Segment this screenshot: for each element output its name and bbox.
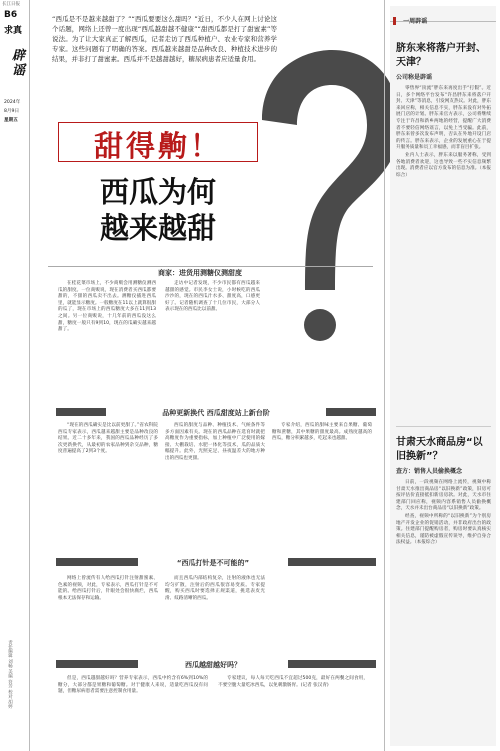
question-mark-graphic [252,50,402,450]
sidebar-item2-body: 日前，一段视频在网络上流传，视频中称甘肃天水推出商品房“以旧换新”政策，旧房可按评估价直接抵扣新房房款。对此，天水市住建部门回应称，视频内容系销售人员偷换概念，天水并未出台商品房“以旧换新”政策。 经查，视频中所称的“以旧换新”为个别房地产开发企业的促销活动，并非政府出台的政策。住建部门提醒购房者，购房时要认真核实相关信息，谨防被虚假宣传误导，维护自身合法权益。（本报综合） [396,480,491,546]
section3-bar-left [56,558,138,566]
section3-bar-right [288,558,376,566]
section2-bar-left [56,408,106,416]
sidebar-divider [384,0,385,751]
question-mark-dot [304,309,336,341]
masthead [0,0,30,751]
sidebar-item-rule [396,426,491,427]
sidebar-item2-title: 甘肃天水商品房“以旧换新”？ [396,437,483,462]
intro-text: “西瓜是不是越来越甜了？”“西瓜要要这么甜吗？”近日，不少人在网上讨论这个话题，网络上还曾一度出现“西瓜越甜越不健康”“甜西瓜都是打了甜蜜素”等说法。为了让大家真正了解西瓜，记者走访了西瓜种植户、农业专家和营养学专家。这些问题有了明确的答案。西瓜越来越甜是品种改良、种植技术进步的结果，并非打了甜蜜素。西瓜并不是越甜越好，糖尿病患者应适量食用。 [52,15,277,63]
headline-main [100,174,300,246]
section1-subhead: 商家：进货用测糖仪测甜度 [158,269,242,277]
section4-bar-right [288,660,376,668]
section4-text-col2: 专家建议，每人每天吃西瓜不宜超过500克，最好在两餐之间食用，不要空腹大量吃冰西瓜，以免刺激肠胃。(记者 张汉青) [218,676,368,688]
section4-bar-left [56,660,138,668]
headline-line-2: 越来越甜 [100,211,217,245]
section3-text-col2: 而且西瓜内部结构复杂，注射的液体也无法均匀扩散，注射后的西瓜很容易变质。专家提醒，购买西瓜时要选择正规渠道，挑选表皮光滑、纹路清晰的西瓜。 [165,576,265,601]
section2-subhead: 品种更新换代 西瓜甜度站上新台阶 [162,409,270,417]
sidebar-tag-label: 一周辟谣 [403,18,428,25]
sidebar-item1-body: 零售界“顶流”胖东来再度出手“打假”。近日，多个网络平台发布“许昌胖东来将落户开封、天津”等消息，引发网友热议。对此，胖东来回应称，相关信息不实，胖东来没有对外拓展门店的计划。胖东来官方表示，公司将继续专注于许昌和新乡两地的经营，提醒广大消费者不要轻信网络谣言，以免上当受骗。此前，胖东来曾多次发布声明，否认在外地开设门店的传言。胖东来表示，企业的发展重心在于提升服务质量和员工幸福感，而非盲目扩张。 业内人士表示，胖东来以服务著称，受到各地消费者欢迎，这也导致一些不实信息频繁出现。消费者应以官方发布的信息为准。（本报综合） [396,86,491,178]
section2-bar-right [326,408,376,416]
section4-text-col1: 但是，西瓜越甜越好吗？营养专家表示，西瓜中约含有6%到10%的糖分，大部分都是果糖和葡萄糖。对于健康人来说，适量吃西瓜没有问题，但糖尿病患者需要注意控制食用量。 [58,676,208,695]
issue-date: 8月9日 [4,109,20,114]
section-tag-b: 辟谣 [9,48,24,78]
sidebar-item1-title: 脐东来将落户开封、天津？ [396,43,486,68]
section3-subhead: “西瓜打针是不可能的” [176,559,250,567]
paper-name: 长江日报 [2,2,20,7]
section3-text-col1: 网络上曾流传有人给西瓜打针注射甜蜜素、色素的视频，对此，专家表示，西瓜打针是不可能的。给西瓜打针后，针眼处会很快腐烂，西瓜根本无法保存和运输。 [58,576,158,601]
section2-text-col2: 西瓜的甜度与品种、种植技术、气候条件等多方面因素有关。现在的西瓜品种在选育时就把高糖度作为重要指标，加上种植中广泛使用的嫁接、大棚栽培、水肥一体化等技术，瓜的品质大幅提升。此外，光照充足、昼夜温差大的地方种出的西瓜也更甜。 [165,423,265,461]
sidebar-tag [390,10,496,25]
section1-text-right: 走访中记者发现，不少市民都有西瓜越来越甜的感觉。市民李女士说，小时候吃的西瓜沙沙的，现在的西瓜汁水多、甜度高，口感更好了。记者随机调查了十几位市民，大部分人表示现在的西瓜比以前甜。 [165,281,260,313]
sidebar-item2-sub: 查方：销售人员偷换概念 [396,468,463,475]
issue-weekday: 星期五 [4,118,18,123]
issue-year: 2024年 [4,100,21,105]
section-tag-a: 求真 [4,26,23,36]
section4-subhead: 西瓜越甜越好吗？ [185,661,241,669]
section2-text-col3: 专家介绍，西瓜的甜味主要来自果糖、葡萄糖和蔗糖，其中果糖的甜度最高。成熟度越高的西瓜，糖分积累越多，吃起来也越甜。 [272,423,372,442]
question-mark-hook [262,50,400,290]
page-number: B6 [4,10,18,20]
masthead-divider [29,0,30,751]
editor-credits: 责任编辑 刘畅 美编 符芳 校对 胡婷 [7,640,13,709]
section1-rule [48,266,373,267]
headline-kicker-box [58,122,258,162]
headline-kicker: 甜得齁！ [93,129,222,163]
section2-text-col1: “现在的西瓜确实是比以前更甜了。”省农科院西瓜专家表示，西瓜越来越甜主要是品种改良的结果。近二十多年来，我国的西瓜品种经历了多次更新换代，从最初的农家品种到杂交品种，糖度普遍提高了2到3个度。 [58,423,158,455]
headline-line-1: 西瓜为何 [100,175,217,209]
section1-text-left: 在桂花菜市场上，不少商贩会用测糖仪测西瓜的甜度。一位商贩说，现在消费者买西瓜都要甜的，不甜的西瓜卖不出去。测糖仪插进西瓜里，就能显示糖度。一般糖度在11以上就算很甜的瓜了，现在市场上的西瓜糖度大多在11到13之间。另一位商贩说，十几年前的西瓜没这么甜，糖度一般只有9到10，现在的瓜确实越来越甜了。 [58,281,156,333]
sidebar [390,6,496,746]
sidebar-tag-marker [393,17,396,25]
sidebar-item1-sub: 公司称是辟谣 [396,74,433,81]
